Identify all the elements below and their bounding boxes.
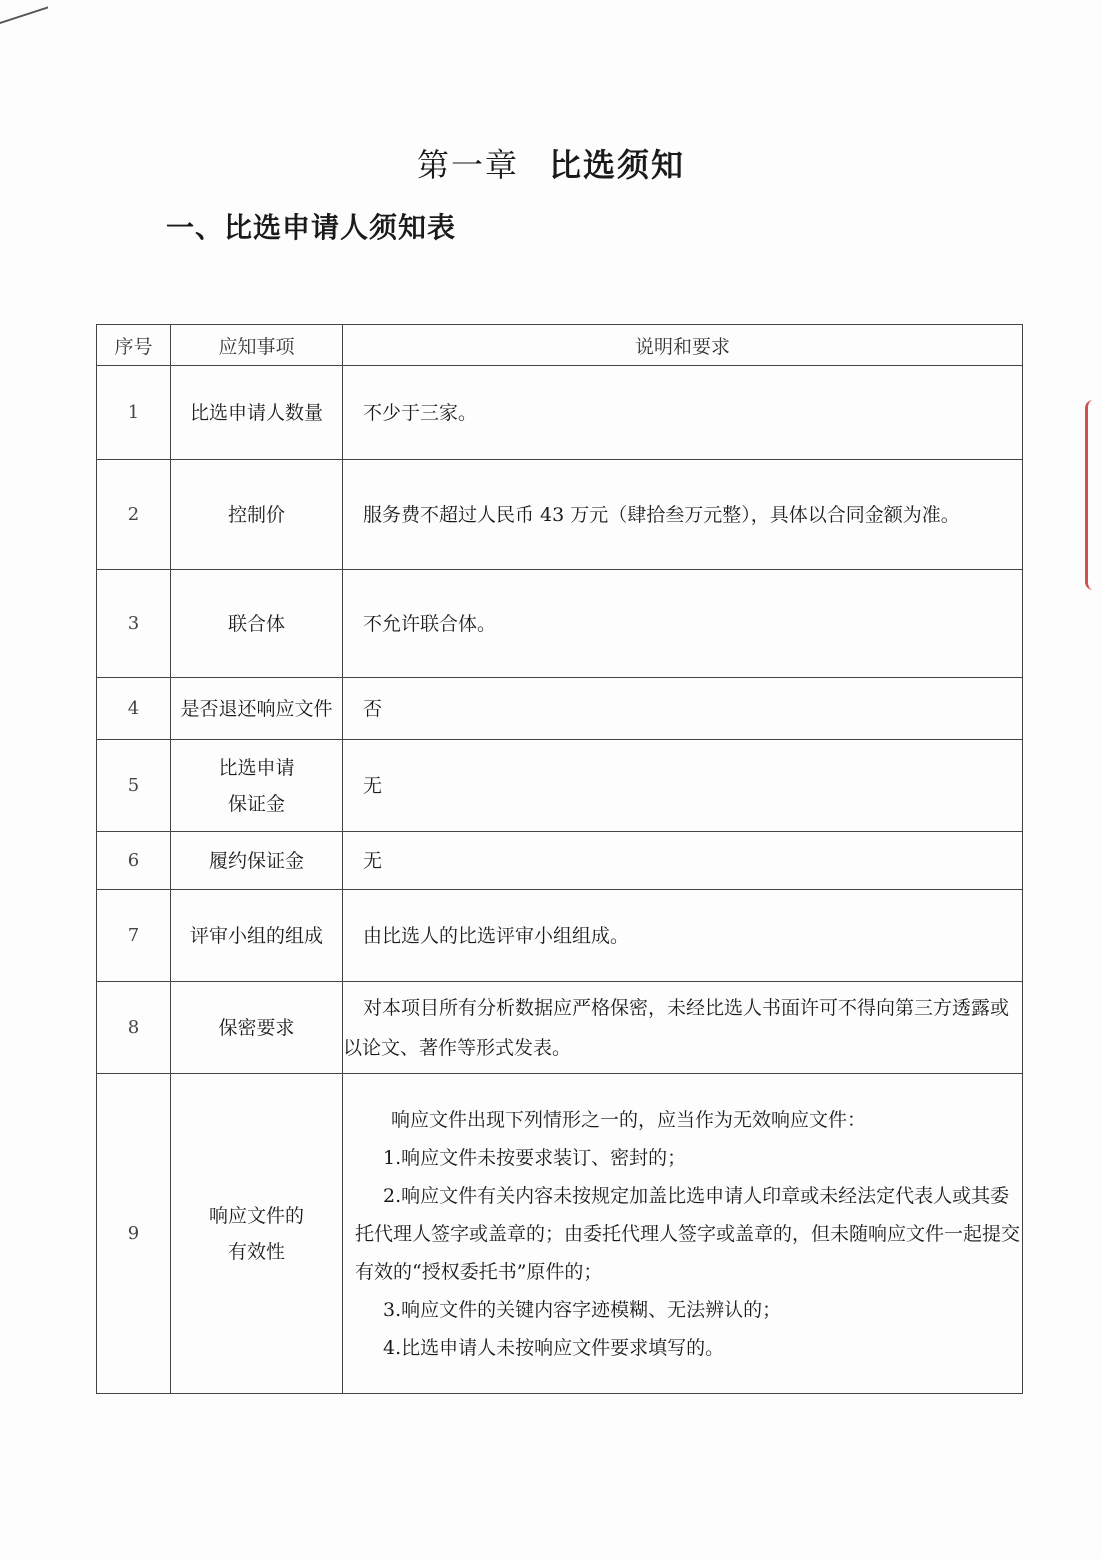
row-number: 1 [97, 366, 171, 460]
table-row [97, 1074, 1023, 1394]
row-number: 6 [97, 832, 171, 890]
header-item: 应知事项 [171, 325, 343, 366]
row-description [343, 982, 1023, 1074]
table-row [97, 890, 1023, 982]
table-row [97, 740, 1023, 832]
description-line: 由比选人的比选评审小组组成。 [363, 924, 630, 947]
row-description [343, 832, 1023, 890]
row-number: 2 [97, 460, 171, 570]
row-item: 比选申请人数量 [171, 366, 343, 460]
row-description [343, 1074, 1023, 1394]
table-row [97, 832, 1023, 890]
description-line: 无 [363, 849, 383, 872]
row-description [343, 366, 1023, 460]
chapter-title [0, 140, 1102, 186]
row-number: 7 [97, 890, 171, 982]
description-line: 不少于三家。 [363, 401, 478, 424]
table-row [97, 460, 1023, 570]
item-line: 有效性 [227, 1240, 285, 1263]
row-item: 评审小组的组成 [171, 890, 343, 982]
corner-fold-mark [0, 0, 48, 24]
chapter-number: 第一章 [416, 146, 519, 184]
row-item: 是否退还响应文件 [171, 678, 343, 740]
row-item: 联合体 [171, 570, 343, 678]
description-line: 不允许联合体。 [363, 612, 497, 635]
row-number: 9 [97, 1074, 171, 1394]
section-title: 一、比选申请人须知表 [166, 211, 457, 244]
table-row [97, 570, 1023, 678]
row-description [343, 678, 1023, 740]
row-item: 保密要求 [171, 982, 343, 1074]
table-row [97, 366, 1023, 460]
table-row [97, 678, 1023, 740]
row-description [343, 890, 1023, 982]
chapter-name: 比选须知 [549, 146, 686, 184]
description-line: 响应文件出现下列情形之一的，应当作为无效响应文件： [391, 1108, 867, 1131]
row-item [171, 740, 343, 832]
item-line: 保证金 [227, 792, 285, 815]
header-desc: 说明和要求 [343, 325, 1023, 366]
row-item: 履约保证金 [171, 832, 343, 890]
description-line: 1.响应文件未按要求装订、密封的； [383, 1146, 687, 1169]
description-line: 4.比选申请人未按响应文件要求填写的。 [383, 1336, 725, 1359]
description-line: 服务费不超过人民币 43 万元（肆拾叁万元整），具体以合同金额为准。 [363, 503, 960, 526]
row-number: 8 [97, 982, 171, 1074]
description-line: 3.响应文件的关键内容字迹模糊、无法辨认的； [383, 1298, 782, 1321]
row-item [171, 1074, 343, 1394]
row-number: 4 [97, 678, 171, 740]
description-line: 2.响应文件有关内容未按规定加盖比选申请人印章或未经法定代表人或其委托代理人签字或盖章的；由委托代理人签字或盖章的，但未随响应文件一起提交有效的“授权委托书”原件的； [355, 1184, 1021, 1283]
row-item: 控制价 [171, 460, 343, 570]
item-line: 比选申请 [218, 756, 295, 779]
description-line: 对本项目所有分析数据应严格保密，未经比选人书面许可不得向第三方透露或以论文、著作等形式发表。 [343, 996, 1010, 1059]
row-description [343, 460, 1023, 570]
table-row [97, 982, 1023, 1074]
header-no: 序号 [97, 325, 171, 366]
row-number: 3 [97, 570, 171, 678]
description-line: 无 [363, 774, 383, 797]
item-line: 响应文件的 [208, 1204, 304, 1227]
table-header-row [97, 325, 1023, 366]
description-line: 否 [363, 697, 383, 720]
row-description [343, 740, 1023, 832]
row-number: 5 [97, 740, 171, 832]
row-description [343, 570, 1023, 678]
red-seal-edge [1085, 400, 1102, 590]
applicant-notice-table [96, 324, 1023, 1394]
